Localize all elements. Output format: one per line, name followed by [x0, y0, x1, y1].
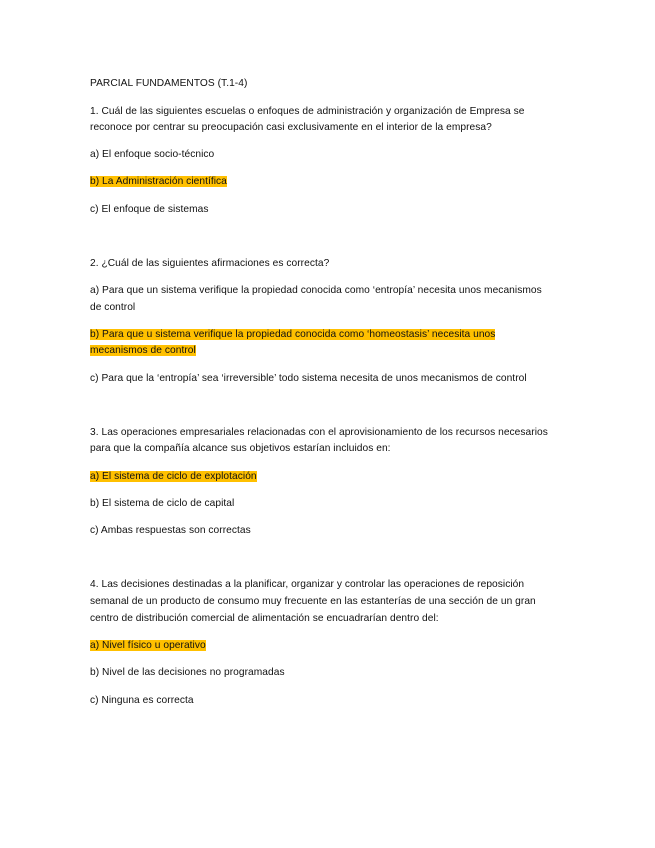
question-4-stem-line-1: 4. Las decisiones destinadas a la planificar, organizar y controlar las operaciones de reposición: [90, 579, 525, 590]
question-1-stem-line-1: 1. Cuál de las siguientes escuelas o enfoques de administración y organización de Empresa se: [90, 106, 525, 117]
question-1-option-c: [90, 203, 208, 217]
question-1-option-a: [90, 148, 214, 162]
question-2-option-b-line-1: [90, 328, 495, 342]
question-4-option-b: [90, 666, 285, 680]
option-text: c) Ninguna es correcta: [90, 695, 194, 706]
highlighted-answer: a) Nivel físico u operativo: [90, 640, 206, 651]
question-4-stem-line-2: semanal de un producto de consumo muy frecuente en las estanterías de una sección de un gran: [90, 596, 536, 607]
option-text: b) Nivel de las decisiones no programadas: [90, 667, 285, 678]
option-text: de control: [90, 302, 136, 313]
question-4-option-a: [90, 639, 206, 653]
question-2-option-b-line-2: [90, 344, 196, 358]
question-3-stem-line-1: 3. Las operaciones empresariales relacionadas con el aprovisionamiento de los recursos necesarios: [90, 427, 548, 438]
question-1-option-b: [90, 175, 227, 189]
question-2-option-a-line-2: [90, 301, 135, 315]
option-text: a) Para que un sistema verifique la propiedad conocida como ‘entropía’ necesita unos mecanismos: [90, 285, 542, 296]
option-text: c) Ambas respuestas son correctas: [90, 525, 251, 536]
question-3-option-a: [90, 470, 257, 484]
page-title: PARCIAL FUNDAMENTOS (T.1-4): [90, 78, 248, 89]
option-text: b) El sistema de ciclo de capital: [90, 498, 235, 509]
option-text: a) El enfoque socio-técnico: [90, 149, 215, 160]
highlighted-answer: a) El sistema de ciclo de explotación: [90, 471, 257, 482]
highlighted-answer: b) Para que u sistema verifique la propiedad conocida como ‘homeostasis’ necesita unos: [90, 329, 496, 340]
question-2-stem-line-1: 2. ¿Cuál de las siguientes afirmaciones es correcta?: [90, 258, 330, 269]
question-3-stem-line-2: para que la compañía alcance sus objetivos estarían incluidos en:: [90, 443, 391, 454]
question-2-option-a-line-1: [90, 284, 542, 298]
question-1-stem-line-2: reconoce por centrar su preocupación casi exclusivamente en el interior de la empresa?: [90, 122, 492, 133]
question-3-option-c: [90, 524, 251, 538]
question-4-stem-line-3: centro de distribución comercial de alimentación se encuadrarían dentro del:: [90, 613, 439, 624]
highlighted-answer: b) La Administración científica: [90, 176, 227, 187]
question-2-option-c: [90, 372, 527, 386]
question-3-option-b: [90, 497, 234, 511]
option-text: c) Para que la ‘entropía’ sea ‘irreversible’ todo sistema necesita de unos mecanismos de control: [90, 373, 527, 384]
option-text: c) El enfoque de sistemas: [90, 204, 209, 215]
question-4-option-c: [90, 694, 194, 708]
highlighted-answer: mecanismos de control: [90, 345, 196, 356]
